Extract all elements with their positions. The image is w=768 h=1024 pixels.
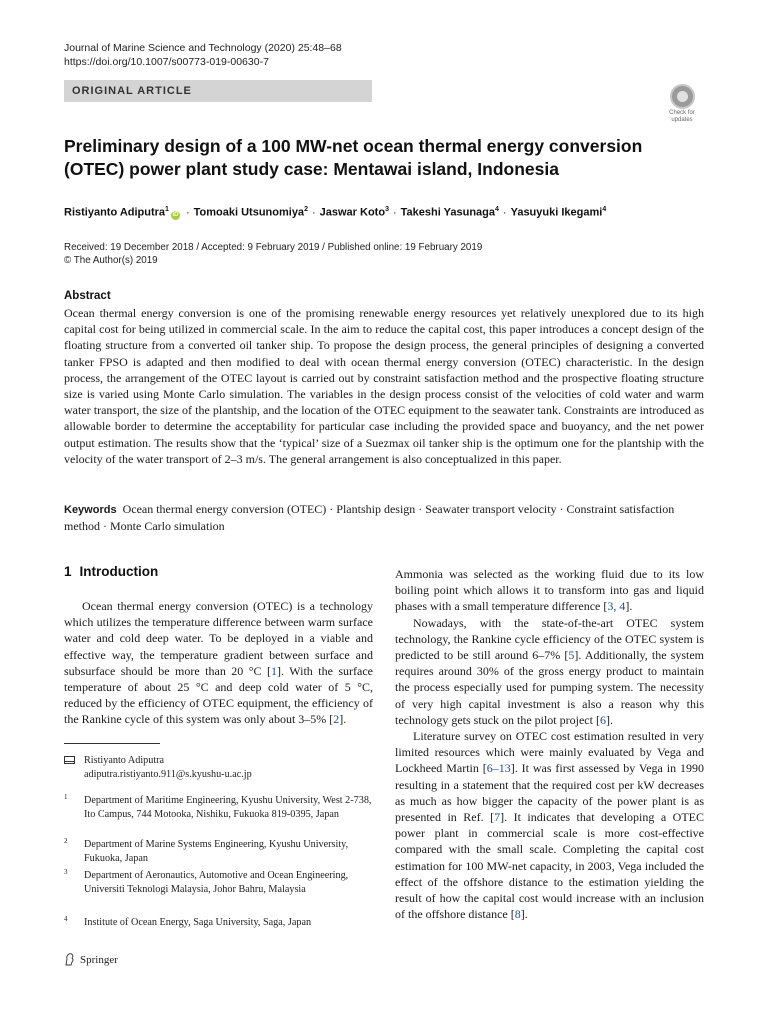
paragraph	[395, 728, 704, 922]
article-type-banner: ORIGINAL ARTICLE	[64, 80, 372, 102]
footnote-divider	[64, 743, 160, 744]
author-affiliation-mark: 4	[602, 206, 607, 213]
text-run: ].	[605, 712, 613, 727]
author-name[interactable]: Ristiyanto Adiputra	[64, 206, 166, 219]
crossmark-label-2: updates	[671, 117, 693, 123]
text-run: Nowadays, with the state-of-the-art OTEC system technology, the Rankine cycle efficiency of the OTEC system is predicted to be still around 6–7% [	[395, 615, 704, 663]
crossmark-label-1: Check for	[669, 110, 695, 116]
author-separator: ·	[185, 206, 190, 219]
citation-link[interactable]: 3, 4	[607, 599, 626, 614]
author-list	[64, 202, 724, 221]
text-run: ]. It was first assessed by Vega in 1990 resulting in a statement that the required cost per kW decreases as much as how bigger the capacity of the power plant is as presented in Ref. [	[395, 761, 704, 825]
affiliation	[64, 838, 373, 865]
correspondence-block	[64, 754, 373, 781]
crossmark-icon	[670, 84, 695, 109]
affiliation	[64, 794, 373, 821]
corresponding-author-email[interactable]: adiputra.ristiyanto.911@s.kyushu-u.ac.jp	[84, 768, 252, 780]
affiliation	[64, 869, 373, 896]
text-run: ]. With the surface temperature of about 25 °C and deep cold water of 5 °C, reduced by the efficiency of OTEC equipment, the efficiency of the Rankine cycle of this system was only about 3–5% [	[64, 663, 374, 727]
affiliation-number: 1	[64, 793, 68, 801]
journal-citation: Journal of Marine Science and Technology (2020) 25:48–68	[64, 42, 342, 54]
paragraph	[395, 615, 704, 728]
orcid-icon[interactable]: iD	[172, 211, 179, 218]
paragraph	[395, 566, 704, 615]
author-name[interactable]: Takeshi Yasunaga	[400, 206, 496, 219]
springer-horse-icon	[64, 953, 75, 966]
author-affiliation-mark: 4	[495, 206, 499, 213]
affiliation	[64, 916, 373, 930]
affiliation-text: Institute of Ocean Energy, Saga University, Saga, Japan	[84, 917, 312, 928]
citation-link[interactable]: 1	[271, 663, 278, 678]
affiliation-number: 3	[64, 868, 68, 876]
author-name[interactable]: Jaswar Koto	[319, 206, 386, 219]
check-for-updates-badge[interactable]	[662, 84, 702, 124]
citation-link[interactable]: 8	[514, 907, 521, 922]
citation-link[interactable]: 5	[568, 648, 575, 663]
keywords-label: Keywords	[64, 504, 117, 516]
author-name[interactable]: Yasuyuki Ikegami	[510, 206, 603, 219]
text-run: ]. Additionally, the system requires around 30% of the gross energy product to maintain the process especially used for pumping system. The necessity of very high capital investment is also a reason why this technology gets stuck on the pilot project [	[395, 648, 705, 727]
text-run: Ocean thermal energy conversion (OTEC) is a technology which utilizes the temperature difference between warm surface water and cold deep water. To be deployed in a viable and effective way, the temperature gradient between surface and subsurface should be more than 20 °C [	[64, 599, 373, 678]
author-separator: ·	[392, 206, 397, 219]
author-separator: ·	[502, 206, 507, 219]
abstract-heading: Abstract	[64, 290, 111, 302]
section-heading	[64, 564, 158, 579]
publication-dates: Received: 19 December 2018 / Accepted: 9 February 2019 / Published online: 19 February 2019	[64, 242, 483, 253]
affiliation-text: Department of Aeronautics, Automotive and Ocean Engineering, Universiti Teknologi Malaysia, Johor Bahru, Malaysia	[84, 870, 349, 895]
publisher-name: Springer	[80, 953, 118, 966]
page-footer	[64, 953, 118, 966]
author-affiliation-mark: 2	[304, 206, 308, 213]
intro-left-column	[64, 598, 373, 728]
affiliation-text: Department of Marine Systems Engineering, Kyushu University, Fukuoka, Japan	[84, 839, 349, 864]
author-separator: ·	[311, 206, 316, 219]
text-run: Ammonia was selected as the working fluid due to its low boiling point which allows it to transform into gas and liquid phases with a small temperature difference [	[395, 567, 704, 614]
abstract-text: Ocean thermal energy conversion is one of the promising renewable energy resources yet relatively unexplored due to its high capital cost for being utilized in commercial scale. In the aim to reduce the capital cost, this paper introduces a concept design of the floating structure from a converted oil tanker ship. To propose the design process, the general principles of designing a converted tanker FPSO is adapted and then modified to deal with ocean thermal energy conversion (OTEC) characteristic. In the design process, the arrangement of the OTEC layout is carried out by constraint satisfaction method and the prospective floating structure size is varied using Monte Carlo simulation. The variables in the design process consist of the velocities of cold water and warm water transport, the size of the plantship, and the location of the OTEC equipment to the seawater tank. Constraints are introduced as allowable border to determine the acceptability for particular case including the provided space and buoyancy, and the net power output estimation. The results show that the ‘typical’ size of a Suezmax oil tanker ship is the optimum one for the plantship with the velocity of the water transport of 2–3 m/s. The general arrangement is also conceptualized in this paper.	[64, 306, 704, 466]
text-run: ]. It indicates that developing a OTEC power plant in commercial scale is more cost-effective compared with the small scale. Completing the capital cost estimation for 100 MW-net capacity, in 2003, Vega included the effect of the offshore distance to the estimation yielding the result of how the capital cost would increase with an inclusion of the offshore distance [	[395, 810, 704, 922]
doi-link[interactable]: https://doi.org/10.1007/s00773-019-00630-7	[64, 56, 269, 68]
text-run: Literature survey on OTEC cost estimation resulted in very limited resources which were mainly evaluated by Vega and Lockheed Martin [	[395, 729, 704, 776]
author-affiliation-mark: 1	[165, 206, 169, 213]
citation-link[interactable]: 7	[494, 810, 501, 825]
section-title: Introduction	[79, 564, 159, 579]
paper-title: Preliminary design of a 100 MW-net ocean thermal energy conversion (OTEC) power plant study case: Mentawai island, Indonesia	[64, 136, 643, 179]
affiliation-number: 4	[64, 915, 68, 923]
citation-link[interactable]: 6	[599, 712, 606, 727]
citation-link[interactable]: 6–13	[486, 761, 511, 776]
affiliation-number: 2	[64, 837, 68, 845]
affiliation-text: Department of Maritime Engineering, Kyushu University, West 2-738, Ito Campus, 744 Motooka, Nishiku, Fukuoka 819-0395, Japan	[84, 795, 372, 820]
text-run: ].	[339, 712, 347, 727]
keywords-text: Ocean thermal energy conversion (OTEC) · Plantship design · Seawater transport velocity · Constraint satisfaction method · Monte Carlo simulation	[64, 502, 675, 534]
author-affiliation-mark: 3	[385, 206, 389, 213]
intro-right-column	[395, 566, 704, 922]
keywords	[64, 501, 704, 534]
paragraph	[64, 598, 373, 728]
text-run: ].	[625, 599, 633, 614]
section-number: 1	[64, 564, 72, 579]
text-run: ].	[520, 907, 528, 922]
citation-link[interactable]: 2	[333, 712, 340, 727]
envelope-icon	[64, 756, 75, 764]
author-name[interactable]: Tomoaki Utsunomiya	[193, 206, 305, 219]
corresponding-author-name: Ristiyanto Adiputra	[84, 755, 165, 766]
copyright-notice: © The Author(s) 2019	[64, 255, 158, 266]
